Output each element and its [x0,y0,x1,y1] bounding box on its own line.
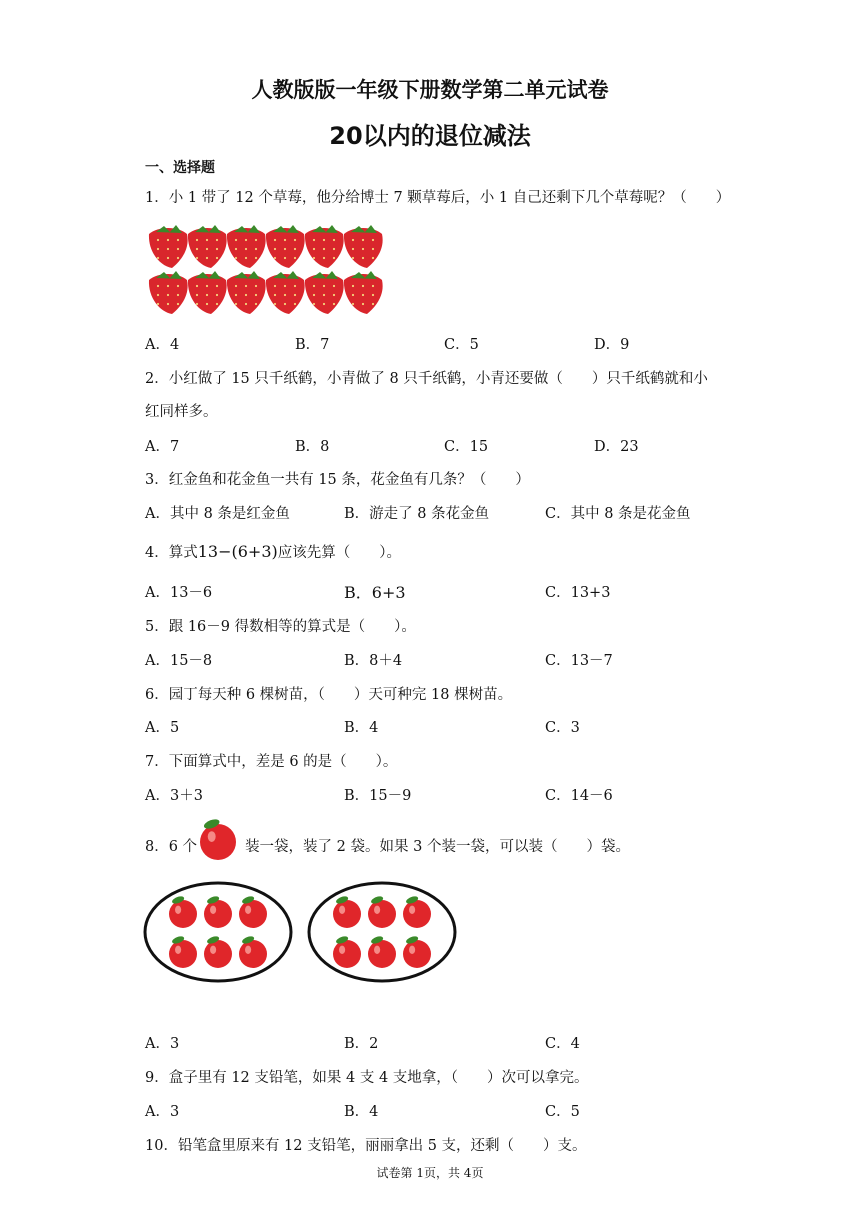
question-4-post: 应该先算（ ）。 [277,545,401,561]
option-3c[interactable]: C．其中 8 条是花金鱼 [545,506,691,522]
question-4-pre: 4．算式 [145,545,198,561]
strawberry-illustration [146,220,386,320]
question-2-cont: 红同样多。 [145,404,218,420]
question-2: 2．小红做了 15 只千纸鹤，小青做了 8 只千纸鹤，小青还要做（ ）只千纸鹤就和小 [145,371,708,387]
apple-icon [196,816,240,864]
apple-icon [239,895,267,928]
apple-icon [333,895,361,928]
option-3a[interactable]: A．其中 8 条是红金鱼 [145,506,290,522]
strawberry-icon [344,225,383,268]
option-5a[interactable]: A．15－8 [145,653,213,669]
section-heading: 一、选择题 [145,160,215,176]
apple-bags-illustration [143,877,463,997]
option-6a[interactable]: A．5 [145,720,180,736]
strawberry-icon [227,225,266,268]
option-1d[interactable]: D．9 [594,337,630,353]
apple-icon [368,935,396,968]
apple-icon [403,935,431,968]
strawberry-icon [149,271,188,314]
strawberry-icon [149,225,188,268]
apple-icon [239,935,267,968]
apple-icon [200,818,236,860]
option-2a[interactable]: A．7 [145,439,180,455]
strawberry-icon [305,271,344,314]
option-1c[interactable]: C．5 [444,337,479,353]
option-2d[interactable]: D．23 [594,439,639,455]
option-8b[interactable]: B．2 [344,1036,379,1052]
strawberry-icon [188,271,227,314]
strawberry-icon [266,271,305,314]
apple-icon [169,935,197,968]
question-10: 10．铅笔盒里原来有 12 支铅笔，丽丽拿出 5 支，还剩（ ）支。 [145,1138,587,1154]
strawberry-icon [188,225,227,268]
option-2c[interactable]: C．15 [444,439,489,455]
strawberry-icon [305,225,344,268]
option-1a[interactable]: A．4 [145,337,180,353]
option-4b[interactable]: B．6+3 [344,583,406,602]
option-8a[interactable]: A．3 [145,1036,180,1052]
option-6c[interactable]: C．3 [545,720,580,736]
option-9b[interactable]: B．4 [344,1104,379,1120]
option-6b[interactable]: B．4 [344,720,379,736]
question-6: 6．园丁每天种 6 棵树苗，（ ）天可种完 18 棵树苗。 [145,687,513,703]
apple-icon [204,935,232,968]
question-5: 5．跟 16－9 得数相等的算式是（ ）。 [145,619,416,635]
option-9c[interactable]: C．5 [545,1104,580,1120]
page-subtitle: 20以内的退位减法 [329,122,531,150]
option-3b[interactable]: B．游走了 8 条花金鱼 [344,506,490,522]
option-1b[interactable]: B．7 [295,337,330,353]
apple-icon [333,935,361,968]
apple-icon [368,895,396,928]
strawberry-icon [344,271,383,314]
strawberry-icon [227,271,266,314]
page-footer: 试卷第 1页，共 4页 [376,1166,484,1180]
option-7c[interactable]: C．14－6 [545,788,613,804]
option-7b[interactable]: B．15－9 [344,788,412,804]
question-4-formula: 13−(6+3) [197,542,278,561]
question-8-post: 装一袋，装了 2 袋。如果 3 个装一袋，可以装（ ）袋。 [245,839,630,855]
question-9: 9．盒子里有 12 支铅笔，如果 4 支 4 支地拿，（ ）次可以拿完。 [145,1070,589,1086]
apple-icon [403,895,431,928]
option-4c[interactable]: C．13+3 [545,585,611,601]
option-5c[interactable]: C．13－7 [545,653,613,669]
option-9a[interactable]: A．3 [145,1104,180,1120]
question-1: 1．小 1 带了 12 个草莓，他分给博士 7 颗草莓后，小 1 自己还剩下几个草莓呢？（ ） [145,190,731,206]
page-title: 人教版版一年级下册数学第二单元试卷 [251,78,609,102]
option-5b[interactable]: B．8＋4 [344,653,403,669]
strawberry-icon [266,225,305,268]
option-8c[interactable]: C．4 [545,1036,580,1052]
question-7: 7．下面算式中，差是 6 的是（ ）。 [145,754,398,770]
option-2b[interactable]: B．8 [295,439,330,455]
question-8-pre: 8．6 个 [145,839,198,855]
question-3: 3．红金鱼和花金鱼一共有 15 条，花金鱼有几条？（ ） [145,472,530,488]
apple-icon [169,895,197,928]
option-4a[interactable]: A．13－6 [145,585,213,601]
question-4 [145,541,401,562]
option-7a[interactable]: A．3＋3 [145,788,203,804]
apple-icon [204,895,232,928]
